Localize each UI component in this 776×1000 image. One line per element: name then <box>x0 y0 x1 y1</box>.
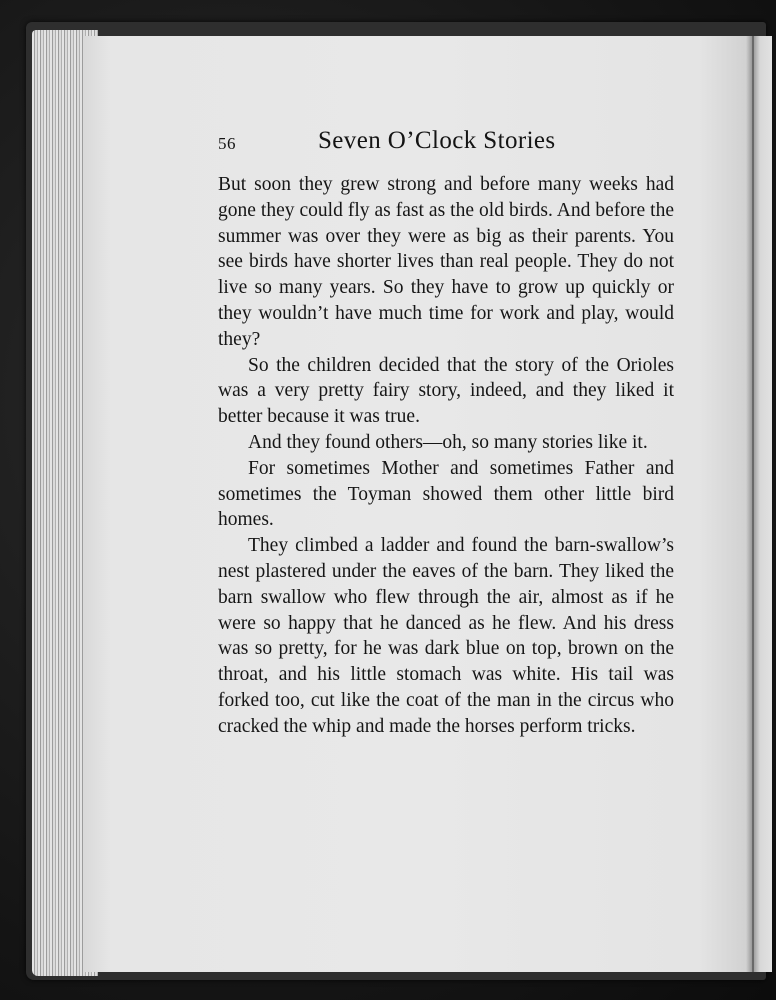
page-gutter-shadow <box>746 36 754 972</box>
facing-page-edge <box>752 36 772 972</box>
paragraph: But soon they grew strong and before many weeks had gone they could fly as fast as the old birds. And before the summer was over they were as big as their parents. You see birds have shorter lives than real people. They do not live so many years. So they have to grow up quickly or they wouldn’t have much time for work and play, would they? <box>218 174 674 350</box>
paragraph: So the children decided that the story of the Orioles was a very pretty fairy story, indeed, and they liked it better because it was true. <box>218 354 674 428</box>
running-head: Seven O’Clock Stories <box>318 127 556 154</box>
body-text <box>218 172 674 740</box>
paragraph: For sometimes Mother and sometimes Father and sometimes the Toyman showed them other little bird homes. <box>218 457 674 531</box>
page-number: 56 <box>218 134 236 153</box>
paragraph: They climbed a ladder and found the barn-swallow’s nest plastered under the eaves of the barn. They liked the barn swallow who flew through the air, almost as if he were so happy that he danced as he flew. And his dress was so pretty, for he was dark blue on top, brown on the throat, and his little stomach was white. His tail was forked too, cut like the coat of the man in the circus who cracked the whip and made the horses perform tricks. <box>218 535 674 737</box>
paragraph: And they found others—oh, so many stories like it. <box>248 431 648 453</box>
